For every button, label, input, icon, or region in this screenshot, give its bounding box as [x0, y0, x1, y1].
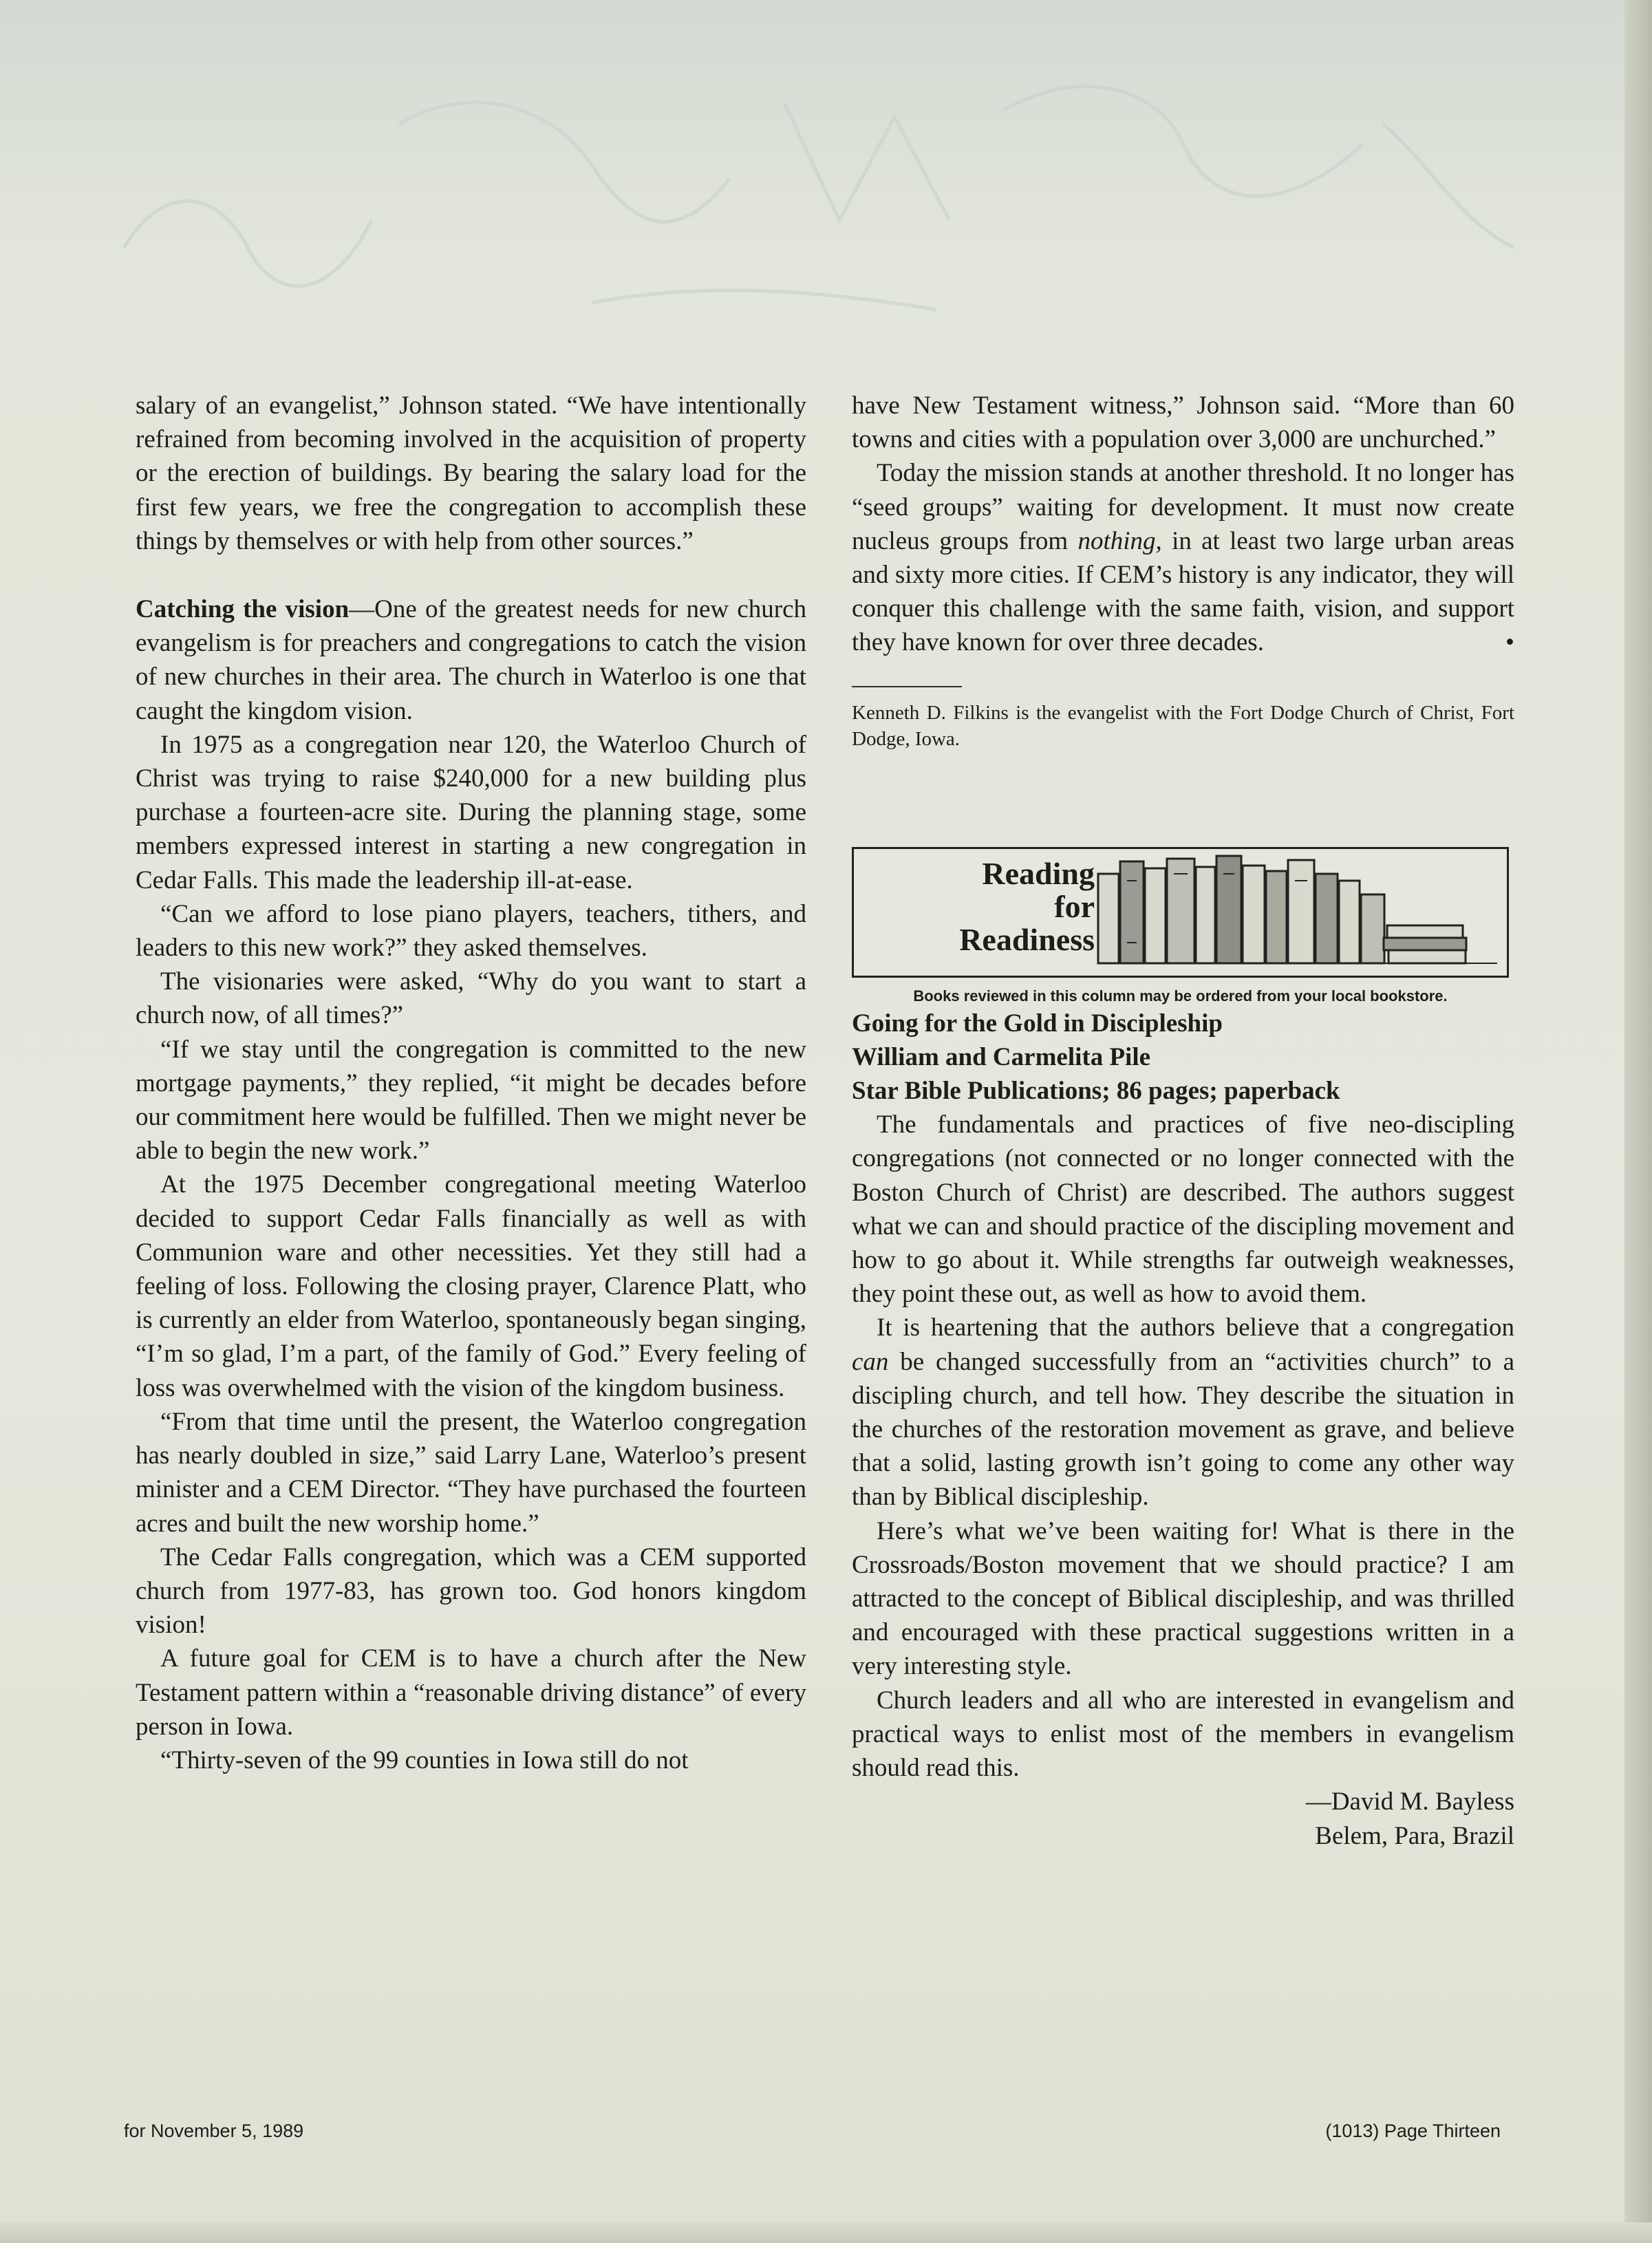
review-paragraph: The fundamentals and practices of five neo-discipling congregations (not connected or no longer connected with the Boston Church of Christ) are described. The authors suggest what we can and should practice of the discipling movement and how to go about it. While strengths far outweigh weaknesses, they point these out, as well as how to avoid them.	[852, 1110, 1514, 1309]
banner-note: Books reviewed in this column may be ordered from your local bookstore.	[913, 987, 1448, 1005]
page-bottom-edge	[0, 2222, 1652, 2243]
paragraph-text: be changed successfully from an “activities church” to a discipling church, and tell how. They describe the situation in the churches of the restoration movement as grave, and believe that a solid, lasting growth isn’t going to come any other way than by Biblical discipleship.	[852, 1347, 1514, 1512]
paragraph: The Cedar Falls congregation, which was a CEM supported church from 1977-83, has grown too. God honors kingdom vision!	[136, 1543, 806, 1640]
footer-date: for November 5, 1989	[124, 2121, 304, 2141]
banner-title-line: Reading	[982, 855, 1095, 891]
paragraph: “From that time until the present, the Waterloo congregation has nearly doubled in size,” said Larry Lane, Waterloo’s present minister and a CEM Director. “They have purchased the fourteen acres and built the new worship home.”	[136, 1407, 806, 1538]
spacer	[136, 558, 806, 592]
paragraph: have New Testament witness,” Johnson said. “More than 60 towns and cities with a population over 3,000 are unchurched.”	[852, 391, 1514, 454]
author-bio: Kenneth D. Filkins is the evangelist with the Fort Dodge Church of Christ, Fort Dodge, Iowa.	[852, 701, 1514, 750]
review-paragraph: Church leaders and all who are interested in evangelism and practical ways to enlist most of the members in evangelism should read this.	[852, 1686, 1514, 1783]
end-mark: •	[1505, 628, 1514, 657]
bookshelf-illustration	[1091, 853, 1504, 972]
paragraph: salary of an evangelist,” Johnson stated. “We have intentionally refrained from becoming involved in the acquisition of property or the erection of buildings. By bearing the salary load for the first few years, we free the congregation to accomplish these things by themselves or with help from other sources.”	[136, 391, 806, 555]
book-authors: William and Carmelita Pile	[852, 1042, 1151, 1071]
paragraph-text: —One of the greatest needs for new church evangelism is for preachers and congregations to catch the vision of new churches in their area. The church in Waterloo is one that caught the kingdom vision.	[136, 595, 806, 725]
emphasis-text: can	[852, 1347, 889, 1376]
reviewer-location: Belem, Para, Brazil	[1315, 1821, 1514, 1850]
paragraph-text: in at least two large urban areas and sixty more cities. If CEM’s history is any indicator, they will conquer this challenge with the same faith, vision, and support they have known for over three decades.	[852, 526, 1514, 657]
review-paragraph: Here’s what we’ve been waiting for! What is there in the Crossroads/Boston movement that we should practice? I am attracted to the concept of Biblical discipleship, and was thrilled and encouraged with these practical suggestions written in a very interesting style.	[852, 1516, 1514, 1681]
left-column	[136, 389, 806, 1777]
paragraph: In 1975 as a congregation near 120, the Waterloo Church of Christ was trying to raise $240,000 for a new building plus purchase a fourteen-acre site. During the planning stage, some members expressed interest in starting a new congregation in Cedar Falls. This made the leadership ill-at-ease.	[136, 730, 806, 894]
reviewer-name: —David M. Bayless	[1305, 1788, 1514, 1816]
banner-title-line: Readiness	[959, 921, 1095, 957]
right-column	[852, 389, 1514, 1853]
page-edge-shadow	[1624, 0, 1652, 2243]
book-title: Going for the Gold in Discipleship	[852, 1009, 1223, 1038]
paragraph: “If we stay until the congregation is committed to the new mortgage payments,” they replied, “it might be decades before our commitment here would be fulfilled. Then we might never be able to begin the new work.”	[136, 1035, 806, 1166]
reading-for-readiness-banner	[852, 847, 1509, 978]
paragraph-text: Today the mission stands at another threshold. It no longer has “seed groups” waiting for development. It must now create nucleus groups from	[852, 459, 1514, 555]
section-paragraph	[136, 592, 806, 728]
paragraph: “Can we afford to lose piano players, teachers, tithers, and leaders to this new work?” they asked themselves.	[136, 899, 806, 963]
footer-page-number: (1013) Page Thirteen	[1325, 2121, 1501, 2141]
paragraph: The visionaries were asked, “Why do you want to start a church now, of all times?”	[136, 967, 806, 1030]
paragraph-text: It is heartening that the authors believe that a congregation	[877, 1313, 1514, 1342]
section-heading: Catching the vision	[136, 595, 350, 624]
banner-title	[881, 857, 1095, 956]
review-paragraph	[852, 1311, 1514, 1514]
divider	[852, 686, 962, 687]
paragraph: “Thirty-seven of the 99 counties in Iowa still do not	[160, 1746, 689, 1774]
paragraph: At the 1975 December congregational meeting Waterloo decided to support Cedar Falls financially as well as with Communion ware and other necessities. Yet they still had a feeling of loss. Following the closing prayer, Clarence Platt, who is currently an elder from Waterloo, spontaneously began singing, “I’m so glad, I’m a part, of the family of God.” Every feeling of loss was overwhelmed with the vision of the kingdom business.	[136, 1170, 806, 1402]
emphasis-text: nothing,	[1077, 526, 1162, 555]
paragraph: A future goal for CEM is to have a church after the New Testament pattern within a “reasonable driving distance” of every person in Iowa.	[136, 1644, 806, 1741]
faint-bleedthrough-illustration	[110, 41, 1555, 330]
banner-title-line: for	[1054, 888, 1095, 924]
book-publisher: Star Bible Publications; 86 pages; paperback	[852, 1077, 1340, 1106]
paragraph	[852, 456, 1514, 659]
